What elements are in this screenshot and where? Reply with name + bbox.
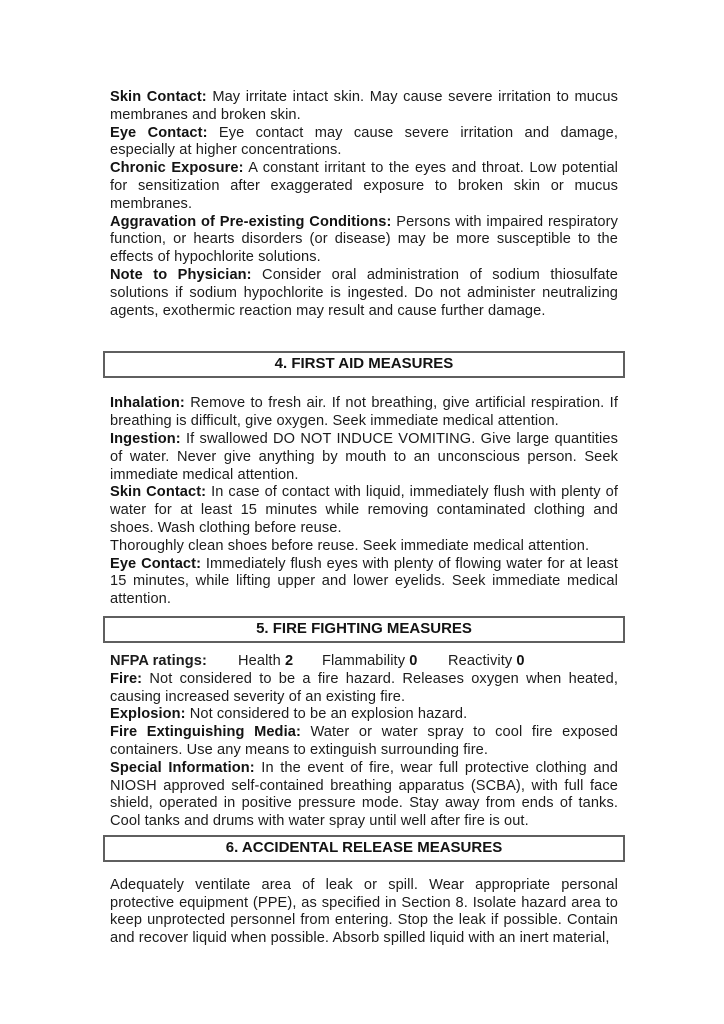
paragraph-text: Not considered to be a fire hazard. Releases oxygen when heated, causing increased severity of an existing fire. bbox=[110, 670, 618, 705]
nfpa-rating-value: 0 bbox=[516, 652, 525, 669]
nfpa-ratings-row bbox=[110, 653, 618, 671]
section-header-fire-fighting bbox=[103, 616, 625, 643]
document-page bbox=[103, 0, 625, 948]
paragraph-label: Special Information: bbox=[110, 759, 255, 776]
paragraph-clean-shoes bbox=[110, 538, 618, 556]
paragraph-label: Eye Contact: bbox=[110, 555, 202, 572]
paragraph-label: Skin Contact: bbox=[110, 484, 207, 501]
nfpa-rating-value: 2 bbox=[284, 652, 294, 669]
paragraph-text: Adequately ventilate area of leak or spill. Wear appropriate personal protective equipment (PPE), as specified in Section 8. Isolate hazard area to keep unprotected personnel from entering. Stop the leak if possible. Contain and recover liquid when possible. Absorb spilled liquid with an inert material, bbox=[110, 876, 618, 947]
paragraph-skin-contact-first-aid bbox=[110, 484, 618, 537]
paragraph-text: Consider oral administration of sodium thiosulfate solutions if sodium hypochlorite is ingested. Do not administer neutralizing agents, exothermic reaction may result and cause further damage. bbox=[110, 266, 618, 319]
nfpa-rating-value: 0 bbox=[409, 652, 418, 669]
paragraph-text: A constant irritant to the eyes and throat. Low potential for sensitization after exaggerated exposure to broken skin or mucus membranes. bbox=[110, 160, 618, 212]
paragraph-text: Immediately flush eyes with plenty of flowing water for at least 15 minutes, while lifting upper and lower eyelids. Seek immediate medical attention. bbox=[110, 555, 618, 608]
accidental-release-block bbox=[103, 877, 625, 948]
paragraph-label: Aggravation of Pre-existing Conditions: bbox=[110, 213, 392, 230]
paragraph-label: Explosion: bbox=[110, 706, 186, 723]
nfpa-rating-name: Reactivity bbox=[448, 652, 513, 669]
paragraph-eye-contact bbox=[110, 125, 618, 161]
paragraph-note-to-physician bbox=[110, 267, 618, 320]
nfpa-reactivity-rating bbox=[448, 653, 525, 671]
nfpa-flammability-rating bbox=[322, 653, 448, 671]
paragraph-ventilate-spill bbox=[110, 877, 618, 948]
nfpa-ratings-label: NFPA ratings: bbox=[110, 652, 207, 669]
fire-fighting-block bbox=[103, 653, 625, 831]
section-header-title: 6. ACCIDENTAL RELEASE MEASURES bbox=[225, 838, 503, 856]
paragraph-label: Ingestion: bbox=[110, 430, 181, 447]
paragraph-label: Inhalation: bbox=[110, 395, 185, 412]
paragraph-label: Fire: bbox=[110, 670, 143, 687]
paragraph-fire bbox=[110, 671, 618, 707]
paragraph-fire-extinguishing-media bbox=[110, 724, 618, 760]
paragraph-text: If swallowed DO NOT INDUCE VOMITING. Give large quantities of water. Never give anything by mouth to an unconscious person. Seek immediate medical attention. bbox=[110, 430, 618, 483]
paragraph-text: Thoroughly clean shoes before reuse. Seek immediate medical attention. bbox=[110, 537, 590, 554]
paragraph-chronic-exposure bbox=[110, 160, 618, 213]
paragraph-label: Skin Contact: bbox=[110, 89, 207, 105]
paragraph-label: Note to Physician: bbox=[110, 266, 252, 283]
paragraph-explosion bbox=[110, 706, 618, 724]
paragraph-skin-contact bbox=[110, 89, 618, 125]
nfpa-rating-name: Flammability bbox=[322, 652, 406, 669]
paragraph-text: In case of contact with liquid, immediately flush with plenty of water for at least 15 minutes while removing contaminated clothing and shoes. Wash clothing before reuse. bbox=[110, 484, 619, 536]
paragraph-text: Not considered to be an explosion hazard. bbox=[185, 706, 468, 723]
paragraph-label: Eye Contact: bbox=[110, 124, 208, 141]
section-header-title: 5. FIRE FIGHTING MEASURES bbox=[256, 619, 472, 637]
paragraph-inhalation bbox=[110, 395, 618, 431]
paragraph-ingestion bbox=[110, 431, 618, 484]
nfpa-health-rating bbox=[238, 653, 322, 671]
paragraph-text: May irritate intact skin. May cause severe irritation to mucus membranes and broken skin. bbox=[110, 89, 618, 123]
paragraph-special-information bbox=[110, 760, 618, 831]
paragraph-label: Chronic Exposure: bbox=[110, 160, 244, 177]
paragraph-text: Water or water spray to cool fire exposed containers. Use any means to extinguish surrounding fire. bbox=[110, 724, 618, 758]
paragraph-label: Fire Extinguishing Media: bbox=[110, 724, 301, 741]
section-header-accidental-release bbox=[103, 835, 625, 862]
paragraph-text: Eye contact may cause severe irritation and damage, especially at higher concentrations. bbox=[110, 124, 618, 159]
paragraph-text: Persons with impaired respiratory function, or hearts disorders (or disease) may be more susceptible to the effects of hypochlorite solutions. bbox=[110, 213, 618, 266]
paragraph-text: Remove to fresh air. If not breathing, give artificial respiration. If breathing is difficult, give oxygen. Seek immediate medical attention. bbox=[110, 395, 618, 430]
nfpa-rating-name: Health bbox=[238, 652, 281, 669]
paragraph-text: In the event of fire, wear full protective clothing and NIOSH approved self-contained breathing apparatus (SCBA), with full face shield, operated in positive pressure mode. Stay away from ends of tanks. Cool tanks and drums with water spray until well after fire is out. bbox=[110, 759, 619, 830]
paragraph-aggravation bbox=[110, 214, 618, 267]
section-header-first-aid bbox=[103, 351, 625, 378]
paragraph-eye-contact-first-aid bbox=[110, 556, 618, 609]
hazards-block bbox=[103, 89, 625, 320]
section-header-title: 4. FIRST AID MEASURES bbox=[274, 355, 454, 373]
first-aid-block bbox=[103, 395, 625, 609]
